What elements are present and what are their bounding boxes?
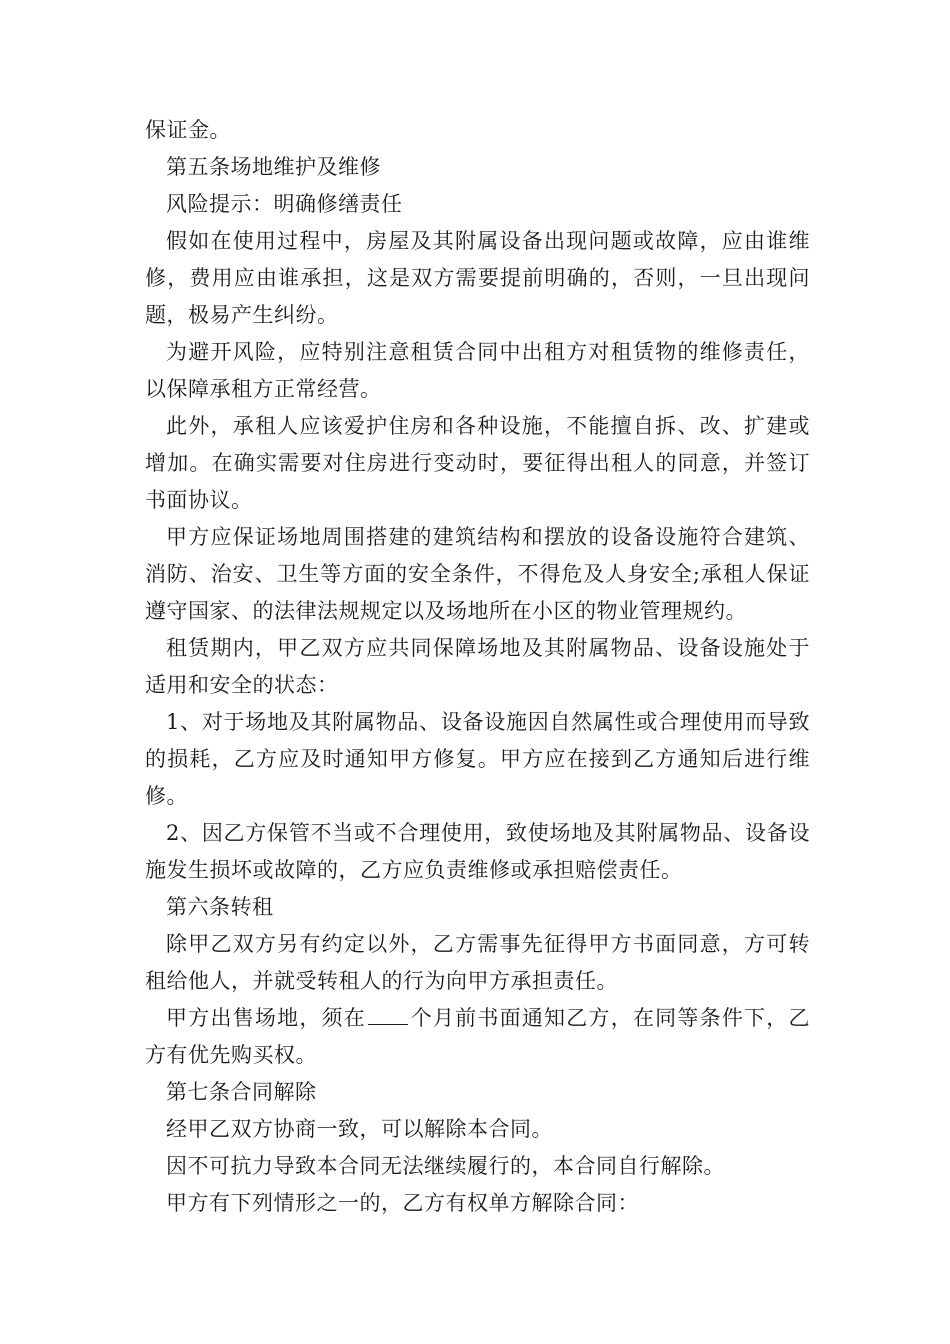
fill-in-blank [368, 1004, 408, 1025]
document-body [145, 112, 810, 1222]
paragraph: 甲方应保证场地周围搭建的建筑结构和摆放的设备设施符合建筑、消防、治安、卫生等方面的安全条件，不得危及人身安全;承租人保证遵守国家、的法律法规规定以及场地所在小区的物业管理规约。 [145, 525, 810, 623]
paragraph-text-after-blank: 个月前书面通知乙方，在同等条件下，乙方有优先购买权。 [145, 1006, 810, 1067]
paragraph-with-blank [145, 1000, 810, 1074]
paragraph: 假如在使用过程中，房屋及其附属设备出现问题或故障，应由谁维修，费用应由谁承担，这是双方需要提前明确的，否则，一旦出现问题，极易产生纠纷。 [145, 229, 810, 327]
risk-tip-heading: 风险提示：明确修缮责任 [166, 192, 403, 216]
paragraph: 租赁期内，甲乙双方应共同保障场地及其附属物品、设备设施处于适用和安全的状态： [145, 636, 810, 697]
section-heading: 第六条转租 [166, 895, 274, 919]
list-item: 1、对于场地及其附属物品、设备设施因自然属性或合理使用而导致的损耗，乙方应及时通知甲方修复。甲方应在接到乙方通知后进行维修。 [145, 710, 810, 808]
paragraph: 除甲乙双方另有约定以外，乙方需事先征得甲方书面同意，方可转租给他人，并就受转租人的行为向甲方承担责任。 [145, 932, 810, 993]
paragraph: 甲方有下列情形之一的，乙方有权单方解除合同： [166, 1191, 639, 1215]
section-heading: 第五条场地维护及维修 [166, 155, 381, 179]
list-item: 2、因乙方保管不当或不合理使用，致使场地及其附属物品、设备设施发生损坏或故障的，乙方应负责维修或承担赔偿责任。 [145, 821, 810, 882]
paragraph: 保证金。 [145, 118, 231, 142]
section-heading: 第七条合同解除 [166, 1080, 317, 1104]
paragraph: 此外，承租人应该爱护住房和各种设施，不能擅自拆、改、扩建或增加。在确实需要对住房进行变动时，要征得出租人的同意，并签订书面协议。 [145, 414, 810, 512]
paragraph: 因不可抗力导致本合同无法继续履行的，本合同自行解除。 [166, 1154, 725, 1178]
paragraph: 为避开风险，应特别注意租赁合同中出租方对租赁物的维修责任，以保障承租方正常经营。 [145, 340, 810, 401]
paragraph-text-before-blank: 甲方出售场地，须在 [166, 1006, 366, 1030]
paragraph: 经甲乙双方协商一致，可以解除本合同。 [166, 1117, 553, 1141]
